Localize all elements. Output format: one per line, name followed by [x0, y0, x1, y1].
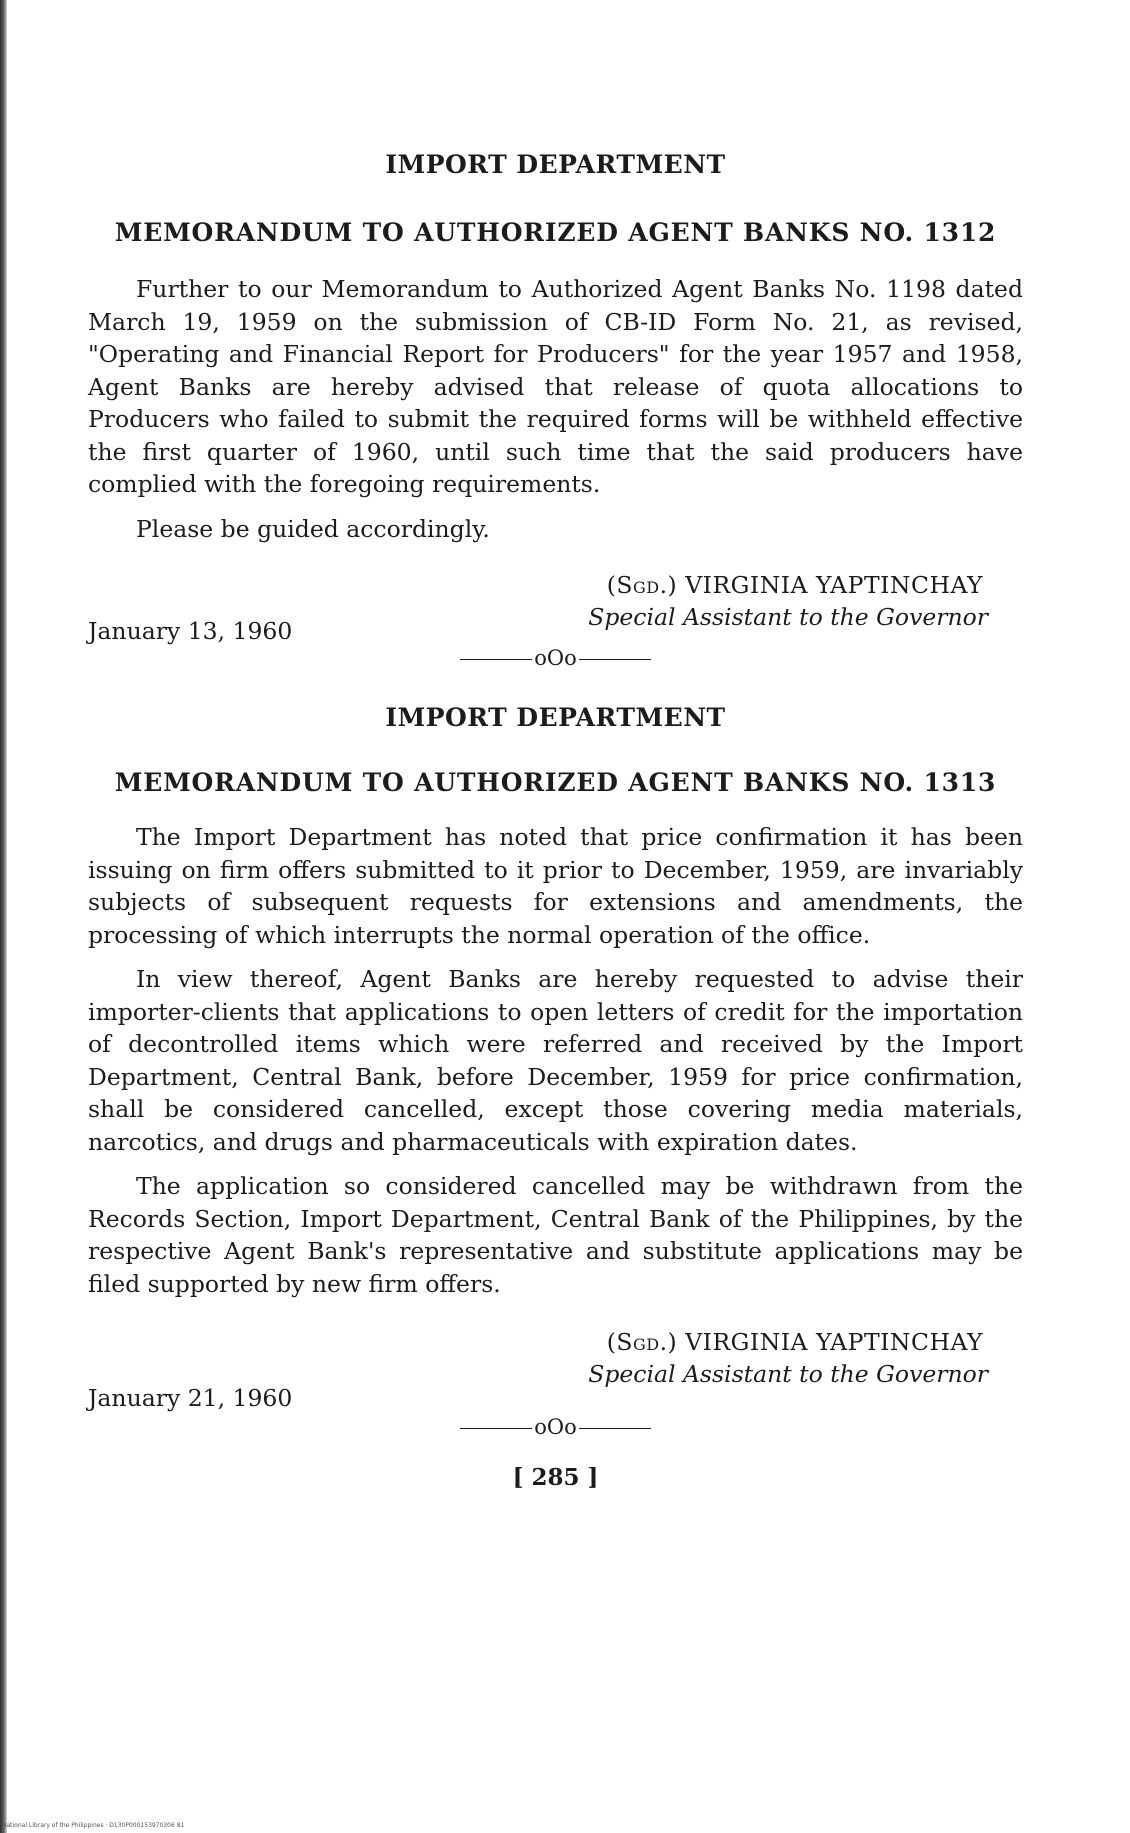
memo-1312-paragraph-2: Please be guided accordingly. — [136, 514, 490, 543]
memo-1313-department-heading: IMPORT DEPARTMENT — [385, 703, 726, 732]
memo-1313 — [88, 703, 1023, 1442]
memo-1312-signature — [88, 571, 1023, 631]
divider-rule-left — [460, 1428, 532, 1429]
signed-marker: Sgd. — [616, 571, 668, 599]
memo-1313-paragraph-2: In view thereof, Agent Banks are hereby requested to advise their importer-clients that applications to open letters of credit for the importation of decontrolled items which were referred and received by the Import Department, Central Bank, before December, 1959 for price confirmation, shall be considered cancelled, except those covering media materials, narcotics, and drugs and pharmaceuticals with expiration dates. — [88, 965, 1023, 1156]
page-number: [ 285 ] — [512, 1464, 599, 1491]
memo-1312-signatory-name: (Sgd.) VIRGINIA YAPTINCHAY — [606, 571, 983, 599]
memo-1312-department-heading: IMPORT DEPARTMENT — [385, 150, 726, 179]
memo-1313-paragraph-1: The Import Department has noted that price confirmation it has been issuing on firm offers submitted to it prior to December, 1959, are invariably subjects of subsequent requests for extensions and amendments, the processing of which interrupts the normal operation of the office. — [88, 823, 1023, 949]
scan-footer-text: National Library of the Philippines · D130P000153970306 81 — [2, 1822, 185, 1829]
document-page — [88, 150, 1023, 1491]
memo-1312-date: January 13, 1960 — [88, 617, 293, 645]
memo-1313-signatory-name: (Sgd.) VIRGINIA YAPTINCHAY — [606, 1328, 983, 1356]
memo-1313-paragraph-3: The application so considered cancelled may be withdrawn from the Records Section, Import Department, Central Bank of the Philippines, by the respective Agent Bank's representative and substitute applications may be filed supported by new firm offers. — [88, 1172, 1023, 1298]
page-binding-edge — [0, 0, 7, 1833]
memo-1312-paragraph-1: Further to our Memorandum to Authorized Agent Banks No. 1198 dated March 19, 1959 on the submission of CB-ID Form No. 21, as revised, "Operating and Financial Report for Producers" for the year 1957 and 1958, Agent Banks are hereby advised that release of quota allocations to Producers who failed to submit the required forms will be withheld effective the first quarter of 1960, until such time that the said producers have complied with the foregoing requirements. — [88, 275, 1023, 498]
divider-rule-right — [579, 659, 651, 660]
memo-1312-signatory-title: Special Assistant to the Governor — [588, 603, 988, 631]
memo-1312-divider: oOo — [88, 643, 1023, 673]
divider-rule-left — [460, 659, 532, 660]
memo-1312 — [88, 150, 1023, 673]
memo-1313-title: MEMORANDUM TO AUTHORIZED AGENT BANKS NO. 1313 — [114, 768, 997, 797]
divider-rule-right — [579, 1428, 651, 1429]
memo-1313-signatory-title: Special Assistant to the Governor — [588, 1360, 988, 1388]
signed-marker: Sgd. — [616, 1328, 668, 1356]
memo-1312-title: MEMORANDUM TO AUTHORIZED AGENT BANKS NO. 1312 — [114, 218, 997, 247]
memo-1313-date: January 21, 1960 — [88, 1384, 293, 1412]
memo-1313-signature — [88, 1328, 1023, 1388]
memo-1313-divider: oOo — [88, 1412, 1023, 1442]
